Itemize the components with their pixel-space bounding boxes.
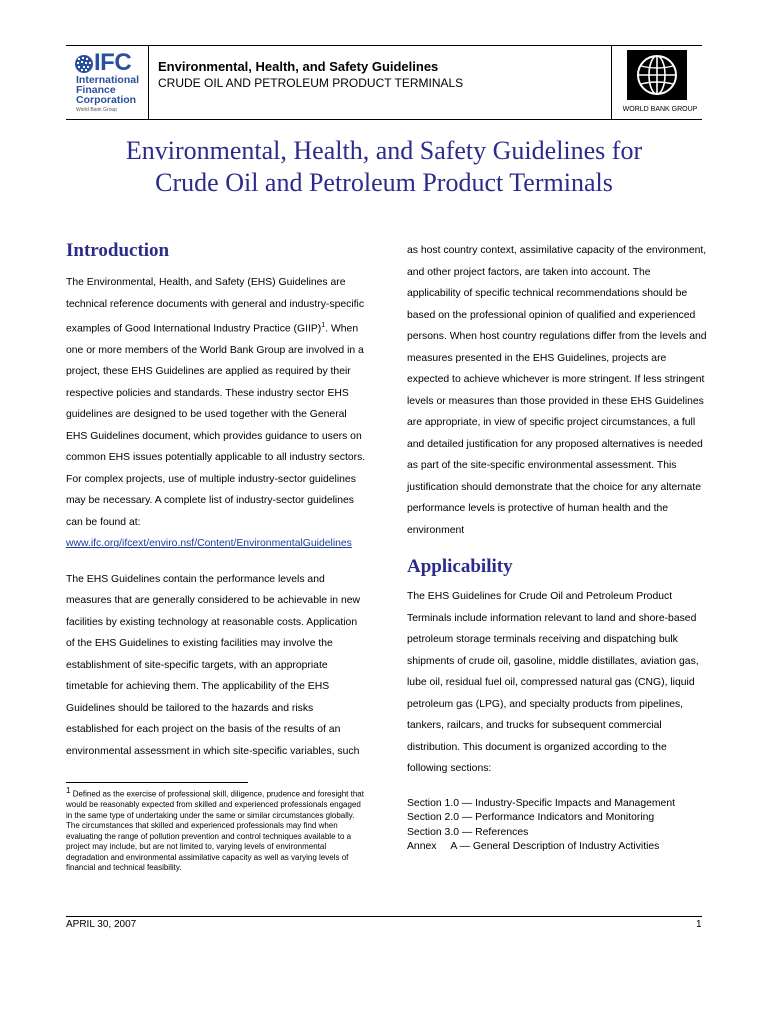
introduction-heading: Introduction	[66, 240, 170, 261]
header-divider-right	[611, 45, 612, 120]
world-bank-logo	[627, 50, 687, 100]
list-item: Section 1.0 — Industry-Specific Impacts and Management	[407, 797, 675, 809]
header-divider-left	[148, 45, 149, 120]
list-item: Section 2.0 — Performance Indicators and Monitoring	[407, 812, 655, 823]
list-item: Annex A — General Description of Industry Activities	[407, 841, 660, 852]
header-bottom-rule	[66, 119, 702, 120]
introduction-paragraph-2: The EHS Guidelines contain the performance levels and measures that are generally considered to be achievable in new facilities by existing technology at reasonable costs. Application of the EHS Guidelines to existing facilities may involve the establishment of site-specific targets, with an appropriate timetable for achieving them. The applicability of the EHS Guidelines should be tailored to the hazards and risks established for each project on the basis of the results of an environmental assessment in which site-specific variables, such	[66, 573, 361, 757]
left-column	[66, 240, 366, 762]
ifc-full-name: International Finance Corporation	[76, 74, 140, 106]
environmental-guidelines-link[interactable]: www.ifc.org/ifcext/enviro.nsf/Content/EnvironmentalGuidelines	[66, 538, 352, 550]
right-column	[407, 240, 707, 855]
ifc-logo	[72, 49, 146, 116]
footer-date: APRIL 30, 2007	[66, 919, 137, 930]
world-bank-group-label: WORLD BANK GROUP	[622, 106, 698, 113]
ifc-globe-icon	[74, 54, 94, 74]
ifc-subtitle: World Bank Group	[76, 107, 118, 113]
list-item: Section 3.0 — References	[407, 826, 529, 838]
header-top-rule	[66, 45, 702, 46]
applicability-paragraph: The EHS Guidelines for Crude Oil and Petroleum Product Terminals include information relevant to land and shore-based petroleum storage terminals receiving and dispatching bulk shipments of crude oil, gasoline, middle distillates, aviation gas, lube oil, residual fuel oil, compressed natural gas (CNG), liquid petroleum gas (LPG), and specialty products from pipelines, tankers, railcars, and trucks for subsequent commercial distribution. This document is organized according to the following sections:	[407, 591, 699, 774]
applicability-heading: Applicability	[407, 556, 513, 577]
footnote-rule	[66, 782, 248, 783]
document-title: Environmental, Health, and Safety Guidelines for Crude Oil and Petroleum Product Terminals	[125, 136, 643, 197]
header-subtitle: CRUDE OIL AND PETROLEUM PRODUCT TERMINALS	[158, 76, 464, 90]
header-title: Environmental, Health, and Safety Guidelines	[158, 59, 439, 74]
ifc-wordmark: IFC	[94, 49, 132, 76]
sections-list	[407, 797, 707, 855]
introduction-paragraph-2-continued: as host country context, assimilative capacity of the environment, and other project factors, are taken into account. The applicability of specific technical recommendations should be based on the professional opinion of qualified and experienced persons. When host country regulations differ from the levels and measures presented in the EHS Guidelines, projects are expected to achieve whichever is more stringent. If less stringent levels or measures than those provided in these EHS Guidelines are appropriate, in view of specific project circumstances, a full and detailed justification for any proposed alternatives is needed as part of the site-specific environmental assessment. This justification should demonstrate that the choice for any alternate performance levels is protective of human health and the environment	[407, 245, 707, 536]
footnote-reference[interactable]: 1	[321, 322, 326, 329]
page-number: 1	[696, 919, 702, 930]
world-bank-globe-icon	[627, 50, 687, 100]
footnote	[66, 786, 366, 874]
footnote-text: Defined as the exercise of professional skill, diligence, prudence and foresight that would be reasonably expected from skilled and experienced professionals engaged in the same type of undertaking under the same or similar circumstances globally. The circumstances that skilled and experienced professionals may find when evaluating the range of pollution prevention and control techniques available to a project may include, but are not limited to, varying levels of environmental degradation and environmental assimilative capacity as well as varying levels of financial and technical feasibility.	[66, 789, 364, 873]
footer-rule	[66, 916, 702, 917]
footnote-mark: 1	[66, 786, 71, 795]
introduction-paragraph-1: The Environmental, Health, and Safety (EHS) Guidelines are technical reference documents with general and industry-specific examples of Good International Industry Practice (GIIP)$^1$. When one or more members of the World Bank Group are involved in a project, these EHS Guidelines are applied as required by their respective policies and standards. These industry sector EHS guidelines are designed to be used together with the General EHS Guidelines document, which provides guidance to users on common EHS issues potentially applicable to all industry sectors. For complex projects, use of multiple industry-sector guidelines may be necessary. A complete list of industry-sector guidelines can be found at: www.ifc.org/ifcext/enviro.nsf/Content/EnvironmentalGuidelines	[66, 277, 366, 550]
